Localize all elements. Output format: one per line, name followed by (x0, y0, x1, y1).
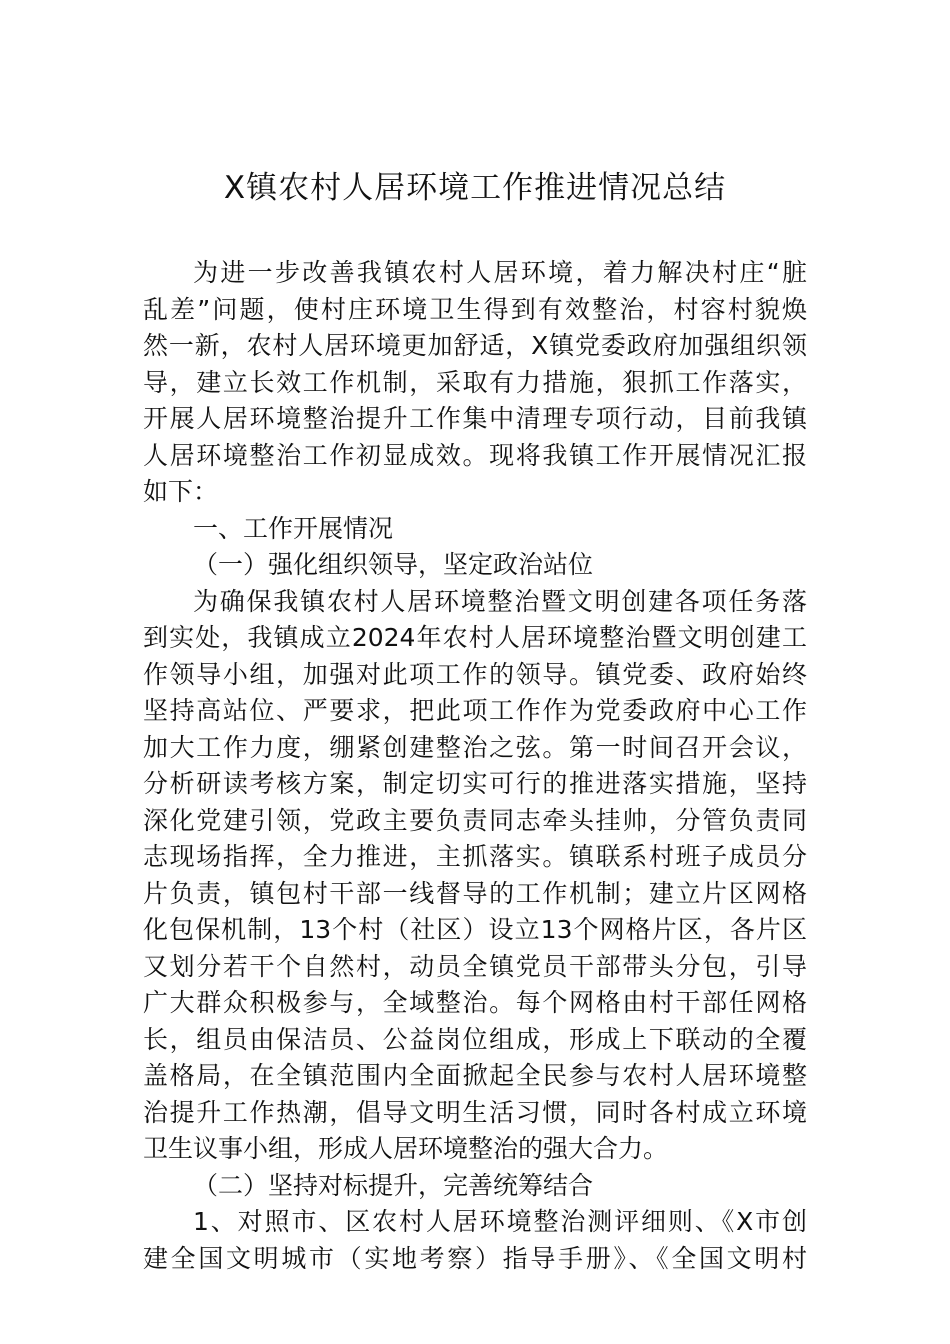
paragraph-line: 1、对照市、区农村人居环境整治测评细则、《X市创 (193, 1207, 807, 1236)
paragraph-line: 为确保我镇农村人居环境整治暨文明创建各项任务落 (193, 586, 807, 616)
paragraph-line: 盖格局，在全镇范围内全面掀起全民参与农村人居环境整 (143, 1061, 807, 1090)
section-heading: 一、工作开展情况 (193, 513, 394, 543)
paragraph-line: 作领导小组，加强对此项工作的领导。镇党委、政府始终 (143, 659, 807, 689)
document-title: X镇农村人居环境工作推进情况总结 (223, 170, 727, 206)
paragraph-line: 又划分若干个自然村，动员全镇党员干部带头分包，引导 (143, 951, 807, 981)
paragraph-line: 然一新，农村人居环境更加舒适，X镇党委政府加强组织领 (143, 331, 807, 360)
paragraph-line: 分析研读考核方案，制定切实可行的推进落实措施，坚持 (143, 769, 807, 798)
paragraph-line: 长，组员由保洁员、公益岗位组成，形成上下联动的全覆 (143, 1024, 807, 1054)
paragraph-line: 建全国文明城市（实地考察）指导手册》、《全国文明村 (143, 1243, 807, 1273)
subsection-heading: （二）坚持对标提升，完善统筹结合 (193, 1170, 594, 1200)
paragraph-line: 化包保机制，13个村（社区）设立13个网格片区，各片区 (143, 915, 807, 944)
paragraph-line: 片负责，镇包村干部一线督导的工作机制；建立片区网格 (143, 878, 807, 908)
paragraph-line: 开展人居环境整治提升工作集中清理专项行动，目前我镇 (143, 404, 807, 433)
document-body (143, 255, 807, 1277)
paragraph-line: 卫生议事小组，形成人居环境整治的强大合力。 (143, 1134, 669, 1163)
paragraph-line: 为进一步改善我镇农村人居环境，着力解决村庄“脏 (193, 258, 807, 287)
paragraph-line: 人居环境整治工作初显成效。现将我镇工作开展情况汇报 (143, 440, 807, 470)
paragraph-line: 到实处，我镇成立2024年农村人居环境整治暨文明创建工 (143, 623, 807, 652)
paragraph-line: 乱差”问题，使村庄环境卫生得到有效整治，村容村貌焕 (143, 294, 807, 324)
paragraph-line: 加大工作力度，绷紧创建整治之弦。第一时间召开会议， (143, 732, 807, 762)
paragraph-line: 如下： (143, 477, 219, 506)
paragraph-line: 广大群众积极参与，全域整治。每个网格由村干部任网格 (143, 988, 807, 1017)
paragraph-line: 深化党建引领，党政主要负责同志牵头挂帅，分管负责同 (143, 805, 807, 835)
paragraph-line: 导，建立长效工作机制，采取有力措施，狠抓工作落实， (143, 367, 807, 397)
paragraph-line: 治提升工作热潮，倡导文明生活习惯，同时各村成立环境 (143, 1097, 807, 1127)
paragraph-line: 志现场指挥，全力推进，主抓落实。镇联系村班子成员分 (143, 842, 807, 871)
subsection-heading: （一）强化组织领导，坚定政治站位 (193, 550, 594, 579)
paragraph-line: 坚持高站位、严要求，把此项工作作为党委政府中心工作 (143, 696, 807, 725)
